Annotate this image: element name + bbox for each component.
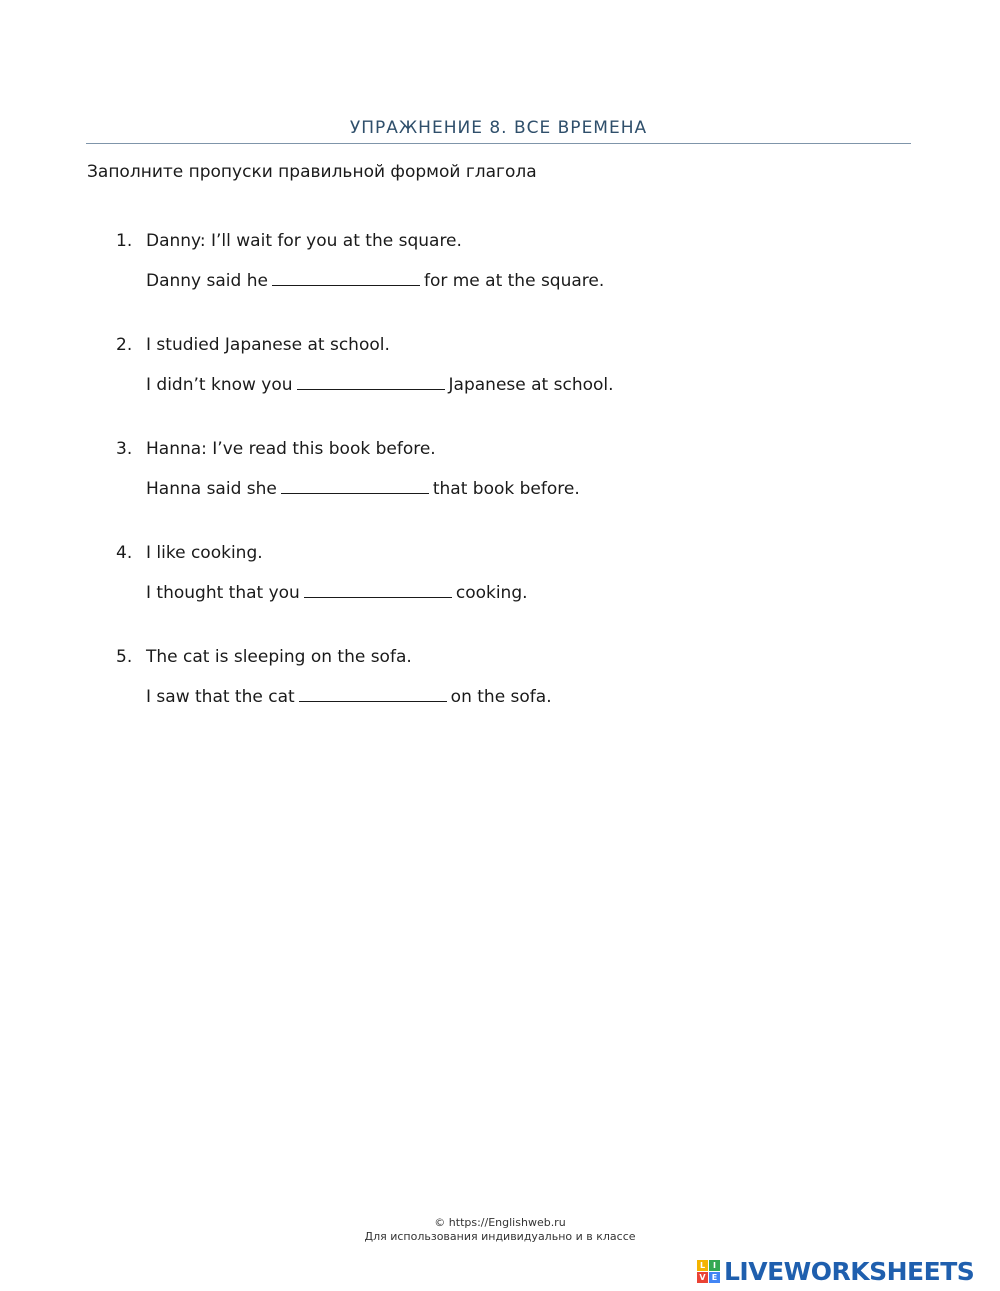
target-prefix: Hanna said she	[146, 479, 277, 499]
source-sentence: The cat is sleeping on the sofa.	[146, 647, 412, 667]
target-prefix: Danny said he	[146, 271, 268, 291]
liveworksheets-brand	[697, 1256, 974, 1286]
source-sentence: I studied Japanese at school.	[146, 335, 390, 355]
logo-letter: E	[709, 1272, 720, 1283]
item-number: 1.	[116, 231, 133, 251]
target-sentence	[146, 682, 552, 707]
source-sentence: I like cooking.	[146, 543, 263, 563]
answer-blank[interactable]	[297, 370, 445, 390]
answer-blank[interactable]	[299, 682, 447, 702]
answer-blank[interactable]	[304, 578, 452, 598]
item-number: 4.	[116, 543, 133, 563]
target-sentence	[146, 578, 528, 603]
target-prefix: I saw that the cat	[146, 687, 295, 707]
logo-letter: L	[697, 1260, 708, 1271]
answer-blank[interactable]	[272, 266, 420, 286]
instruction-text: Заполните пропуски правильной формой глагола	[87, 162, 537, 182]
target-prefix: I didn’t know you	[146, 375, 293, 395]
source-sentence: Hanna: I’ve read this book before.	[146, 439, 436, 459]
target-suffix: cooking.	[455, 583, 528, 603]
item-number: 3.	[116, 439, 133, 459]
title-divider	[86, 143, 911, 144]
item-number: 5.	[116, 647, 133, 667]
logo-letter: V	[697, 1272, 708, 1283]
target-sentence	[146, 266, 604, 291]
footer-copyright: © https://Englishweb.ru	[434, 1216, 566, 1229]
target-suffix: for me at the square.	[423, 271, 605, 291]
footer-usage: Для использования индивидуально и в классе	[364, 1230, 636, 1243]
target-suffix: on the sofa.	[450, 687, 552, 707]
answer-blank[interactable]	[281, 474, 429, 494]
target-sentence	[146, 370, 614, 395]
footer	[0, 1216, 1000, 1244]
logo-letter: I	[709, 1260, 720, 1271]
source-sentence: Danny: I’ll wait for you at the square.	[146, 231, 462, 251]
liveworksheets-logo-icon	[697, 1260, 720, 1283]
page-title: УПРАЖНЕНИЕ 8. ВСЕ ВРЕМЕНА	[349, 118, 648, 138]
item-number: 2.	[116, 335, 133, 355]
brand-name: LIVEWORKSHEETS	[724, 1256, 975, 1286]
target-prefix: I thought that you	[146, 583, 300, 603]
target-sentence	[146, 474, 580, 499]
target-suffix: Japanese at school.	[448, 375, 614, 395]
target-suffix: that book before.	[432, 479, 580, 499]
